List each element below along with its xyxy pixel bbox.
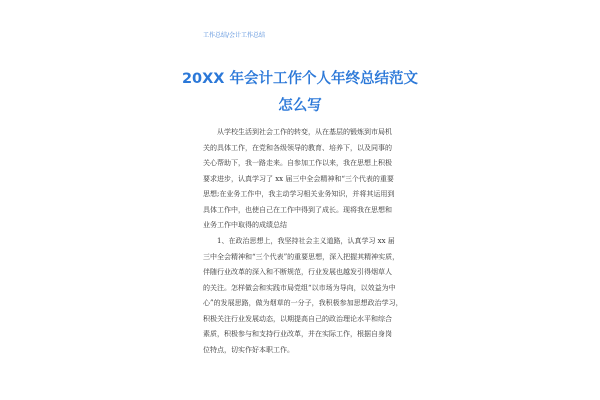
paragraph-line: 1、在政治思想上，我坚持社会主义道路，认真学习 xx 届 <box>217 237 395 245</box>
paragraph-line: 的关注。怎样做会和实践市局党组“以市场为导向，以效益为中 <box>203 283 396 292</box>
paragraph-line: 伴随行业改革的深入和不断规范，行业发展也越发引得烟草人 <box>203 268 392 276</box>
paragraph-line: 心”的发展思路，做为烟草的一分子，我积极参加思想政治学习， <box>203 299 403 307</box>
paragraph-2 <box>203 234 403 358</box>
document-title-line-2: 怎么写 <box>278 98 322 114</box>
paragraph-line: 思想;在业务工作中，我主动学习相关业务知识，并将其运用到 <box>203 190 395 198</box>
paragraph-line: 关的具体工作，在党和各级领导的教育、培养下，以及同事的 <box>203 143 392 152</box>
paragraph-line: 位特点，切实作好本职工作。 <box>203 345 294 354</box>
document-title-line-1: 20XX 年会计工作个人年终总结范文 <box>181 71 419 87</box>
paragraph-line: 积极关注行业发展动态，以期提高自己的政治理论水平和综合 <box>203 314 392 323</box>
paragraph-line: 关心帮助下，我一路走来。自参加工作以来，我在思想上积极 <box>203 159 392 167</box>
paragraph-line: 具体工作中，也使自己在工作中得到了成长。现将我在思想和 <box>203 205 392 214</box>
breadcrumb[interactable]: 工作总结/会计工作总结 <box>203 32 266 39</box>
paragraph-line: 素质，积极参与和支持行业改革，并在实际工作，根据自身岗 <box>203 330 392 338</box>
paragraph-line: 要求进步，认真学习了 xx 届三中全会精神和“三个代表的重要 <box>203 174 394 183</box>
paragraph-line: 业务工作中取得的成绩总结 <box>203 221 287 229</box>
paragraph-line: 从学校生活到社会工作的转变，从在基层的锻炼到市局机 <box>217 128 392 136</box>
paragraph-line: 三中全会精神和“三个代表”的重要思想，深入把握其精神实质， <box>203 252 400 261</box>
paragraph-1 <box>203 125 403 234</box>
